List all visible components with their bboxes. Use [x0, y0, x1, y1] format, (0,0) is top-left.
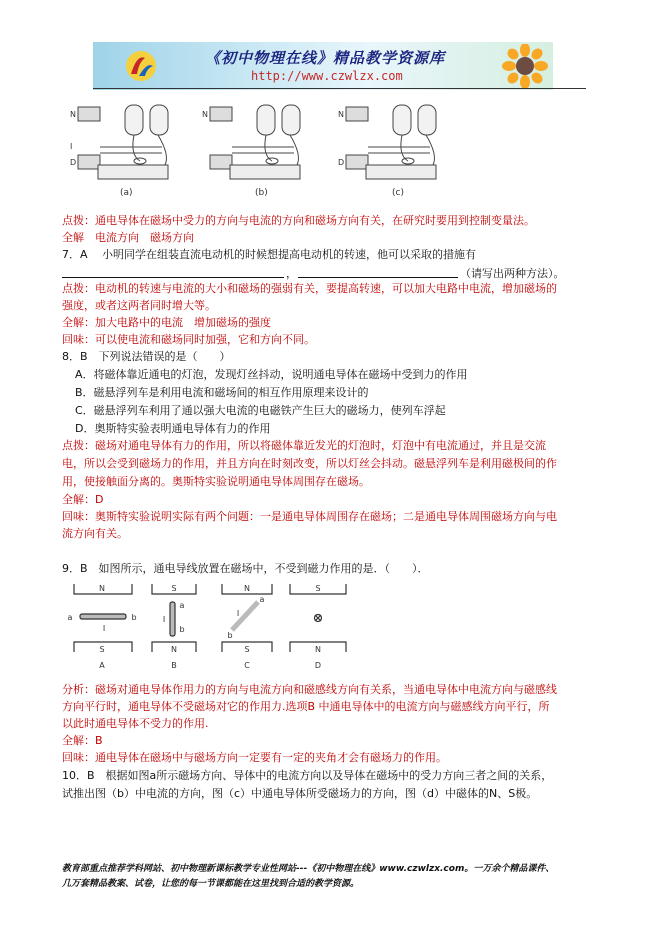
- setup-a: [78, 105, 168, 179]
- q8-analysis-3: 用，使接触面分离的。奥斯特实验说明通电导体周围存在磁场。: [62, 475, 370, 488]
- svg-text:b: b: [179, 625, 185, 634]
- footer-line-2: 几万套精品教案、试卷，让您的每一节课都能在这里找到合适的教学资源。: [62, 879, 360, 889]
- setup-c: [346, 105, 436, 179]
- q6-analysis: 点拨：通电导体在磁场中受力的方向与电流的方向和磁场方向有关，在研究时要用到控制变量法。: [62, 214, 535, 227]
- svg-text:N: N: [99, 584, 105, 593]
- svg-text:I: I: [102, 624, 106, 633]
- q7-blank-suffix: （请写出两种方法）。: [460, 267, 565, 280]
- figure-motor-experiment: [70, 95, 470, 200]
- q8-review-2: 流方向有关。: [62, 527, 128, 540]
- sunflower-icon: [498, 44, 552, 88]
- q8-option-c: C．磁悬浮列车利用了通以强大电流的电磁铁产生巨大的磁场力，使列车浮起: [75, 404, 446, 417]
- q7-review: 回味：可以使电流和磁场同时加强，它和方向不同。: [62, 333, 315, 346]
- q8-stem: 8．B 下列说法错误的是（ ）: [62, 350, 231, 363]
- svg-text:S: S: [99, 645, 105, 654]
- svg-text:I: I: [236, 609, 240, 618]
- svg-text:a: a: [259, 595, 265, 604]
- q6-answer: 全解 电流方向 磁场方向: [62, 231, 194, 244]
- svg-text:N: N: [70, 110, 76, 119]
- q8-analysis-1: 点拨：磁场对通电导体有力的作用，所以将磁体靠近发光的灯泡时，灯泡中有电流通过，并且是交流: [62, 439, 546, 452]
- site-url[interactable]: http://www.czwlzx.com: [251, 69, 403, 83]
- svg-text:a: a: [179, 601, 185, 610]
- svg-text:N: N: [338, 110, 344, 119]
- svg-text:S: S: [171, 584, 177, 593]
- figure-q9-magnets: [62, 580, 362, 675]
- q9-answer: 全解：B: [62, 734, 103, 747]
- svg-text:D: D: [314, 661, 322, 670]
- svg-text:b: b: [227, 631, 233, 640]
- q10-line-1: 10．B 根据如图a所示磁场方向、导体中的电流方向以及导体在磁场中的受力方向三者之间的关系，: [62, 769, 553, 782]
- q9-analysis-1: 分析：磁场对通电导体作用力的方向与电流方向和磁感线方向有关系，当通电导体中电流方向与磁感线: [62, 683, 557, 696]
- q9-stem: 9．B 如图所示，通电导线放置在磁场中，不受到磁力作用的是．（ ）．: [62, 562, 429, 575]
- svg-text:D: D: [70, 158, 77, 167]
- q7-blank-2[interactable]: [298, 277, 458, 278]
- svg-text:N: N: [171, 645, 177, 654]
- q9-analysis-2: 方向平行时，通电导体不受磁场对它的作用力.选项B 中通电导体中的电流方向与磁感线方向平行，所: [62, 700, 550, 713]
- q8-answer: 全解：D: [62, 493, 104, 506]
- figure1-caption-b: (b): [255, 188, 268, 198]
- figure1-caption-c: (c): [392, 188, 404, 198]
- svg-text:C: C: [244, 661, 250, 670]
- q8-option-d: D．奥斯特实验表明通电导体有力的作用: [75, 422, 271, 435]
- footer-line-1: 教育部重点推荐学科网站、初中物理新课标教学专业性网站---《初中物理在线》www.czwlzx.com。一万余个精品课件、: [62, 864, 555, 874]
- svg-text:S: S: [315, 584, 321, 593]
- site-logo-icon: [123, 48, 159, 84]
- svg-text:N: N: [202, 110, 208, 119]
- svg-text:D: D: [338, 158, 345, 167]
- svg-text:B: B: [171, 661, 177, 670]
- q8-review-1: 回味：奥斯特实验说明实际有两个问题：一是通电导体周围存在磁场；二是通电导体周围磁场方向与电: [62, 510, 557, 523]
- svg-text:N: N: [244, 584, 250, 593]
- svg-text:S: S: [244, 645, 250, 654]
- site-title: 《初中物理在线》精品教学资源库: [205, 49, 446, 67]
- q8-analysis-2: 电，所以会受到磁场力的作用，并且方向在时刻改变，所以灯丝会抖动。磁悬浮列车是利用磁极间的作: [62, 457, 557, 470]
- q8-option-a: A．将磁体靠近通电的灯泡，发现灯丝抖动，说明通电导体在磁场中受到力的作用: [75, 368, 468, 381]
- q8-option-b: B．磁悬浮列车是利用电流和磁场间的相互作用原理来设计的: [75, 386, 369, 399]
- q7-analysis-2: 强度，或者这两者同时增大等。: [62, 299, 216, 312]
- q10-line-2: 试推出图（b）中电流的方向，图（c）中通电导体所受磁场力的方向，图（d）中磁体的N、S极。: [62, 787, 538, 800]
- header-rule: [93, 88, 586, 89]
- setup-b: [210, 105, 300, 179]
- q7-blank-line: ， （请写出两种方法）。: [62, 263, 592, 278]
- svg-text:I: I: [70, 142, 73, 151]
- svg-text:N: N: [315, 645, 321, 654]
- figure1-caption-a: (a): [120, 188, 133, 198]
- svg-text:b: b: [131, 613, 137, 622]
- q7-answer: 全解：加大电路中的电流 增加磁场的强度: [62, 316, 271, 329]
- svg-text:I: I: [162, 615, 166, 624]
- header-banner: [93, 42, 553, 90]
- svg-text:A: A: [99, 661, 105, 670]
- q7-analysis-1: 点拨：电动机的转速与电流的大小和磁场的强弱有关，要提高转速，可以加大电路中电流，增加磁场的: [62, 282, 557, 295]
- svg-text:a: a: [67, 613, 73, 622]
- q9-analysis-3: 以此时通电导体不受力的作用.: [62, 717, 209, 730]
- q7-stem: 7．A 小明同学在组装直流电动机的时候想提高电动机的转速，他可以采取的措施有: [62, 248, 477, 261]
- q7-blank-1[interactable]: [62, 277, 284, 278]
- q9-review: 回味：通电导体在磁场中与磁场方向一定要有一定的夹角才会有磁场力的作用。: [62, 751, 447, 764]
